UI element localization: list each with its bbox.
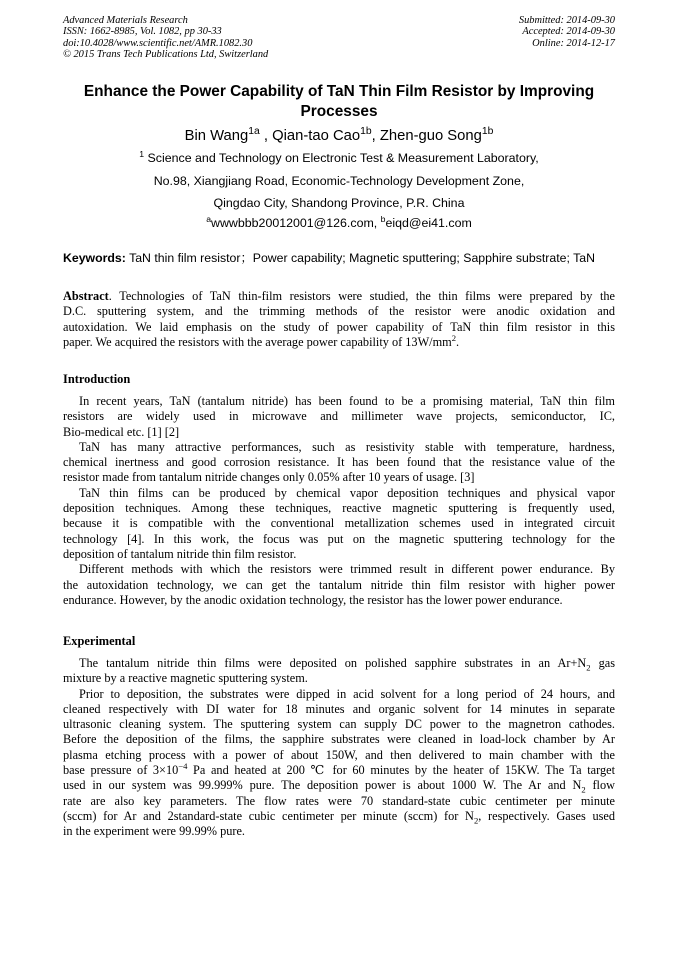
- body-line: deposition techniques. Among these techniques, reactive magnetic sputtering is frequently used,: [63, 501, 615, 516]
- body-line: (sccm) for Ar and 2standard-state cubic centimeter per minute (sccm) for $N_2$, respectively. Gases used: [63, 808, 615, 826]
- affiliation-line: Qingdao City, Shandong Province, P.R. China: [213, 196, 465, 210]
- body-line: mixture by a reactive magnetic sputtering system.: [63, 671, 308, 686]
- author-name: Zhen-guo Song: [379, 128, 482, 144]
- body-line: In recent years, TaN (tantalum nitride) has been found to be a promising material, TaN thin film: [79, 394, 615, 408]
- abstract-line: paper. We acquired the resistors with the average power capability of $13W/mm^2$.: [63, 332, 460, 349]
- title-line: Enhance the Power Capability of TaN Thin Film Resistor by Improving: [83, 83, 595, 100]
- body-line: the autoxidation technology, we can get the tantalum nitride thin film resistor with higher power: [63, 577, 615, 592]
- doi: doi:10.4028/www.scientific.net/AMR.1082.30: [63, 37, 253, 49]
- author-list: [63, 127, 615, 145]
- email-line: [63, 213, 615, 231]
- email-mark: b: [380, 213, 386, 224]
- abstract-label: Abstract: [63, 289, 109, 303]
- email-address: wwwbbb20012001@126.com,: [211, 216, 381, 230]
- body-line: TaN thin films can be produced by chemical vapor deposition techniques and physical vapor: [79, 485, 615, 500]
- section-heading-introduction: Introduction: [63, 372, 131, 386]
- introduction-body: [63, 394, 615, 608]
- body-line: The tantalum nitride thin films were deposited on polished sapphire substrates in an $Ar+N_2$ gas: [79, 656, 616, 673]
- body-line: ultrasonic cleaning system. The sputtering system can supply DC power to the magnetron cathodes.: [63, 717, 615, 732]
- separator: ,: [259, 128, 273, 144]
- body-line: resistors are widely used in microwave and millimeter wave projects, semiconductor, IC,: [63, 409, 615, 424]
- journal-name: Advanced Materials Research: [63, 15, 188, 26]
- body-line: Bio-medical etc. [1] [2]: [63, 424, 180, 439]
- body-line: resistor made from tantalum nitride changes only 0.05% after 10 years of usage. [3]: [63, 470, 475, 485]
- title-line: Processes: [300, 103, 378, 120]
- publication-info: [63, 15, 383, 61]
- body-line: used in our system was 99.999% pure. The deposition power is about 1000 W. The Ar and $N_2$ flow: [63, 778, 615, 795]
- author-affiliation-mark: 1b: [360, 126, 372, 138]
- body-line: because it is compatible with the conventional metallization schemes used in integrated circuit: [63, 516, 615, 531]
- body-line: Before the deposition of the films, the sapphire substrates were cleaned in load-lock chamber by Ar: [63, 732, 615, 747]
- copyright: © 2015 Trans Tech Publications Ltd, Switzerland: [63, 49, 269, 61]
- abstract-line: D.C. sputtering system, and the trimming methods of the resistor were anodic oxidation and: [63, 304, 615, 319]
- author-affiliation-mark: 1b: [481, 126, 494, 138]
- experimental-body: [63, 656, 615, 840]
- submitted-date: Submitted: 2014-09-30: [518, 15, 615, 26]
- abstract-line: autoxidation. We laid emphasis on the study of power capability of TaN thin film resistor in this: [63, 319, 615, 334]
- affiliation-mark: 1: [139, 148, 145, 159]
- body-line: rate are also key parameters. The flow rates were 70 standard-state cubic centimeter per minute: [63, 793, 615, 808]
- body-line: in the experiment were 99.99% pure.: [63, 824, 245, 839]
- email-mark: a: [206, 213, 212, 224]
- body-line: endurance. However, by the anodic oxidation technology, the resistor has the lower power endurance.: [63, 592, 563, 607]
- paper-title: [63, 82, 615, 122]
- keywords-label: Keywords:: [63, 251, 126, 265]
- issn: ISSN: 1662-8985, Vol. 1082, pp 30-33: [63, 26, 222, 38]
- online-date: Online: 2014-12-17: [532, 37, 615, 49]
- separator: ,: [371, 128, 380, 144]
- body-line: chemical inertness and good corrosion resistance. It has been found that the resistance value of the: [63, 455, 615, 470]
- email-address: eiqd@ei41.com: [385, 216, 472, 230]
- body-line: deposition of tantalum nitride thin film resistor.: [63, 546, 297, 561]
- abstract-line: Abstract. Technologies of TaN thin-film resistors were studied, the thin films were prepared by the: [63, 289, 615, 303]
- body-line: plasma etching process with a power of about 150W, and then delivered to main chamber with the: [63, 747, 615, 762]
- author-name: Bin Wang: [184, 128, 249, 144]
- body-line: technology [4]. In this work, the focus was put on the magnetic sputtering technology for the: [63, 531, 615, 546]
- body-line: base pressure of $3\times 10^{-4}$ Pa and heated at 200 ℃ for 60 minutes by the heater of 15KW. The Ta target: [63, 760, 615, 778]
- affiliation-line: No.98, Xiangjiang Road, Economic-Technology Development Zone,: [153, 174, 525, 188]
- affiliation-line: $^1$ Science and Technology on Electronic Test & Measurement Laboratory,: [139, 148, 539, 165]
- publication-dates: [395, 15, 615, 49]
- section-heading-experimental: Experimental: [63, 634, 136, 648]
- abstract: [63, 289, 615, 350]
- body-line: Prior to deposition, the substrates were dipped in acid solvent for a long period of 24 hours, and: [79, 686, 615, 701]
- body-line: TaN has many attractive performances, such as resistivity stable with temperature, hardness,: [79, 439, 615, 454]
- keywords-text: TaN thin film resistor；Power capability; Magnetic sputtering; Sapphire substrate; TaN: [125, 251, 595, 265]
- body-line: Different methods with which the resistors were trimmed result in different power endurance. By: [79, 562, 615, 577]
- author-affiliation-mark: 1a: [248, 126, 260, 138]
- keywords: [63, 251, 623, 266]
- accepted-date: Accepted: 2014-09-30: [522, 26, 615, 38]
- author-name: Qian-tao Cao: [272, 128, 361, 144]
- body-line: cleaned respectively with DI water for 18 minutes and organic solvent for 14 minutes in separate: [63, 701, 615, 716]
